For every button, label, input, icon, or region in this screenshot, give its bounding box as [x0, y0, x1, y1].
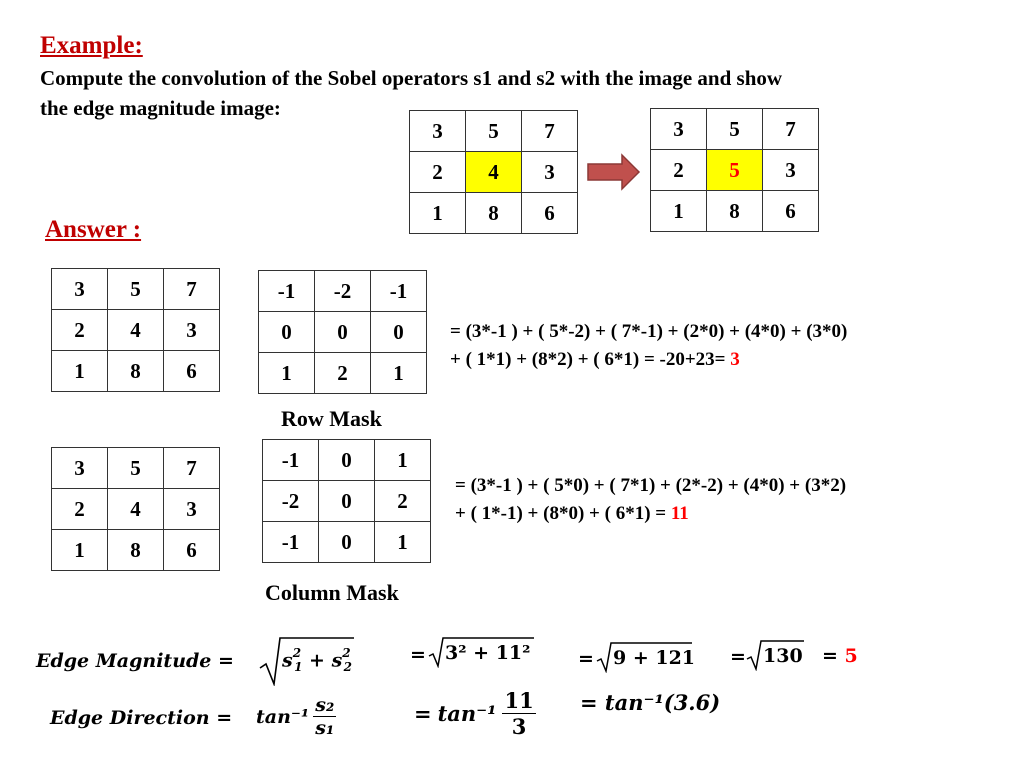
direction-step1: = tan⁻¹ $\frac{11}{3}$ — [414, 688, 534, 739]
cell: 2 — [52, 489, 108, 530]
cell: 2 — [315, 353, 371, 394]
center-cell: 4 — [466, 152, 522, 193]
cell: 1 — [651, 191, 707, 232]
cell: 6 — [522, 193, 578, 234]
cell: 0 — [371, 312, 427, 353]
magnitude-step2-eq: = — [578, 648, 594, 670]
example-heading: Example: — [40, 32, 143, 59]
tan-inverse: tan⁻¹ — [256, 705, 310, 728]
problem-line-2: the edge magnitude image: — [40, 96, 281, 120]
image-matrix-row-calc — [51, 268, 220, 392]
column-mask-matrix — [262, 439, 431, 563]
cell: 5 — [707, 109, 763, 150]
cell: 2 — [375, 481, 431, 522]
col-calc-line-1: = (3*-1 ) + ( 5*0) + ( 7*1) + (2*-2) + (4*0) + (3*2) — [455, 475, 847, 496]
cell: 3 — [651, 109, 707, 150]
cell: 4 — [108, 489, 164, 530]
cell: 3 — [522, 152, 578, 193]
cell: 3 — [164, 310, 220, 351]
cell: 3 — [52, 269, 108, 310]
cell: 8 — [466, 193, 522, 234]
cell: 1 — [371, 353, 427, 394]
cell: 3 — [410, 111, 466, 152]
direction-numerator: s₂ — [315, 694, 335, 716]
magnitude-step1-eq: = — [410, 644, 426, 666]
direction-denominator: s₁ — [315, 717, 335, 739]
cell: 1 — [375, 522, 431, 563]
cell: -2 — [315, 271, 371, 312]
cell: 5 — [466, 111, 522, 152]
row-calc-line-1: = (3*-1 ) + ( 5*-2) + ( 7*-1) + (2*0) + (4*0) + (3*0) — [450, 321, 848, 342]
cell: 1 — [375, 440, 431, 481]
magnitude-final: = 5 — [822, 645, 858, 667]
cell: 4 — [108, 310, 164, 351]
cell: -1 — [259, 271, 315, 312]
cell: 1 — [52, 530, 108, 571]
direction-formula — [256, 694, 336, 739]
column-mask-calculation — [455, 472, 846, 528]
cell: 6 — [164, 351, 220, 392]
cell: 0 — [315, 312, 371, 353]
cell: 2 — [52, 310, 108, 351]
cell: 1 — [52, 351, 108, 392]
cell: 8 — [108, 351, 164, 392]
cell: 0 — [319, 440, 375, 481]
cell: -1 — [371, 271, 427, 312]
cell: -2 — [263, 481, 319, 522]
cell: 7 — [164, 448, 220, 489]
row-mask-matrix — [258, 270, 427, 394]
cell: 6 — [164, 530, 220, 571]
cell: 3 — [164, 489, 220, 530]
input-image-matrix — [409, 110, 578, 234]
cell: -1 — [263, 440, 319, 481]
cell: 3 — [52, 448, 108, 489]
edge-magnitude-label: Edge Magnitude = — [36, 650, 234, 672]
cell: 7 — [522, 111, 578, 152]
col-calc-result: 11 — [670, 503, 689, 524]
magnitude-step3-eq: = — [730, 646, 746, 668]
cell: 6 — [763, 191, 819, 232]
cell: 5 — [108, 269, 164, 310]
cell: 0 — [319, 481, 375, 522]
step1-numerator: 11 — [504, 688, 534, 713]
direction-step2: = tan⁻¹(3.6) — [580, 690, 721, 715]
row-mask-label: Row Mask — [281, 406, 382, 431]
problem-line-1: Compute the convolution of the Sobel operators s1 and s2 with the image and show — [40, 66, 783, 90]
answer-heading: Answer : — [45, 216, 142, 243]
cell: -1 — [263, 522, 319, 563]
cell: 1 — [259, 353, 315, 394]
step1-denominator: 3 — [511, 714, 527, 739]
output-image-matrix — [650, 108, 819, 232]
cell: 2 — [651, 150, 707, 191]
row-calc-result: 3 — [730, 349, 740, 370]
cell: 8 — [108, 530, 164, 571]
cell: 8 — [707, 191, 763, 232]
cell: 7 — [763, 109, 819, 150]
image-matrix-col-calc — [51, 447, 220, 571]
row-mask-calculation — [450, 318, 847, 374]
right-arrow-icon — [586, 152, 642, 192]
result-center-cell: 5 — [707, 150, 763, 191]
cell: 3 — [763, 150, 819, 191]
cell: 0 — [319, 522, 375, 563]
edge-direction-label: Edge Direction = — [50, 707, 233, 729]
column-mask-label: Column Mask — [265, 580, 399, 605]
cell: 0 — [259, 312, 315, 353]
cell: 1 — [410, 193, 466, 234]
cell: 2 — [410, 152, 466, 193]
cell: 5 — [108, 448, 164, 489]
row-calc-line-2: + ( 1*1) + (8*2) + ( 6*1) = -20+23= — [450, 349, 731, 370]
col-calc-line-2: + ( 1*-1) + (8*0) + ( 6*1) = — [455, 503, 671, 524]
cell: 7 — [164, 269, 220, 310]
